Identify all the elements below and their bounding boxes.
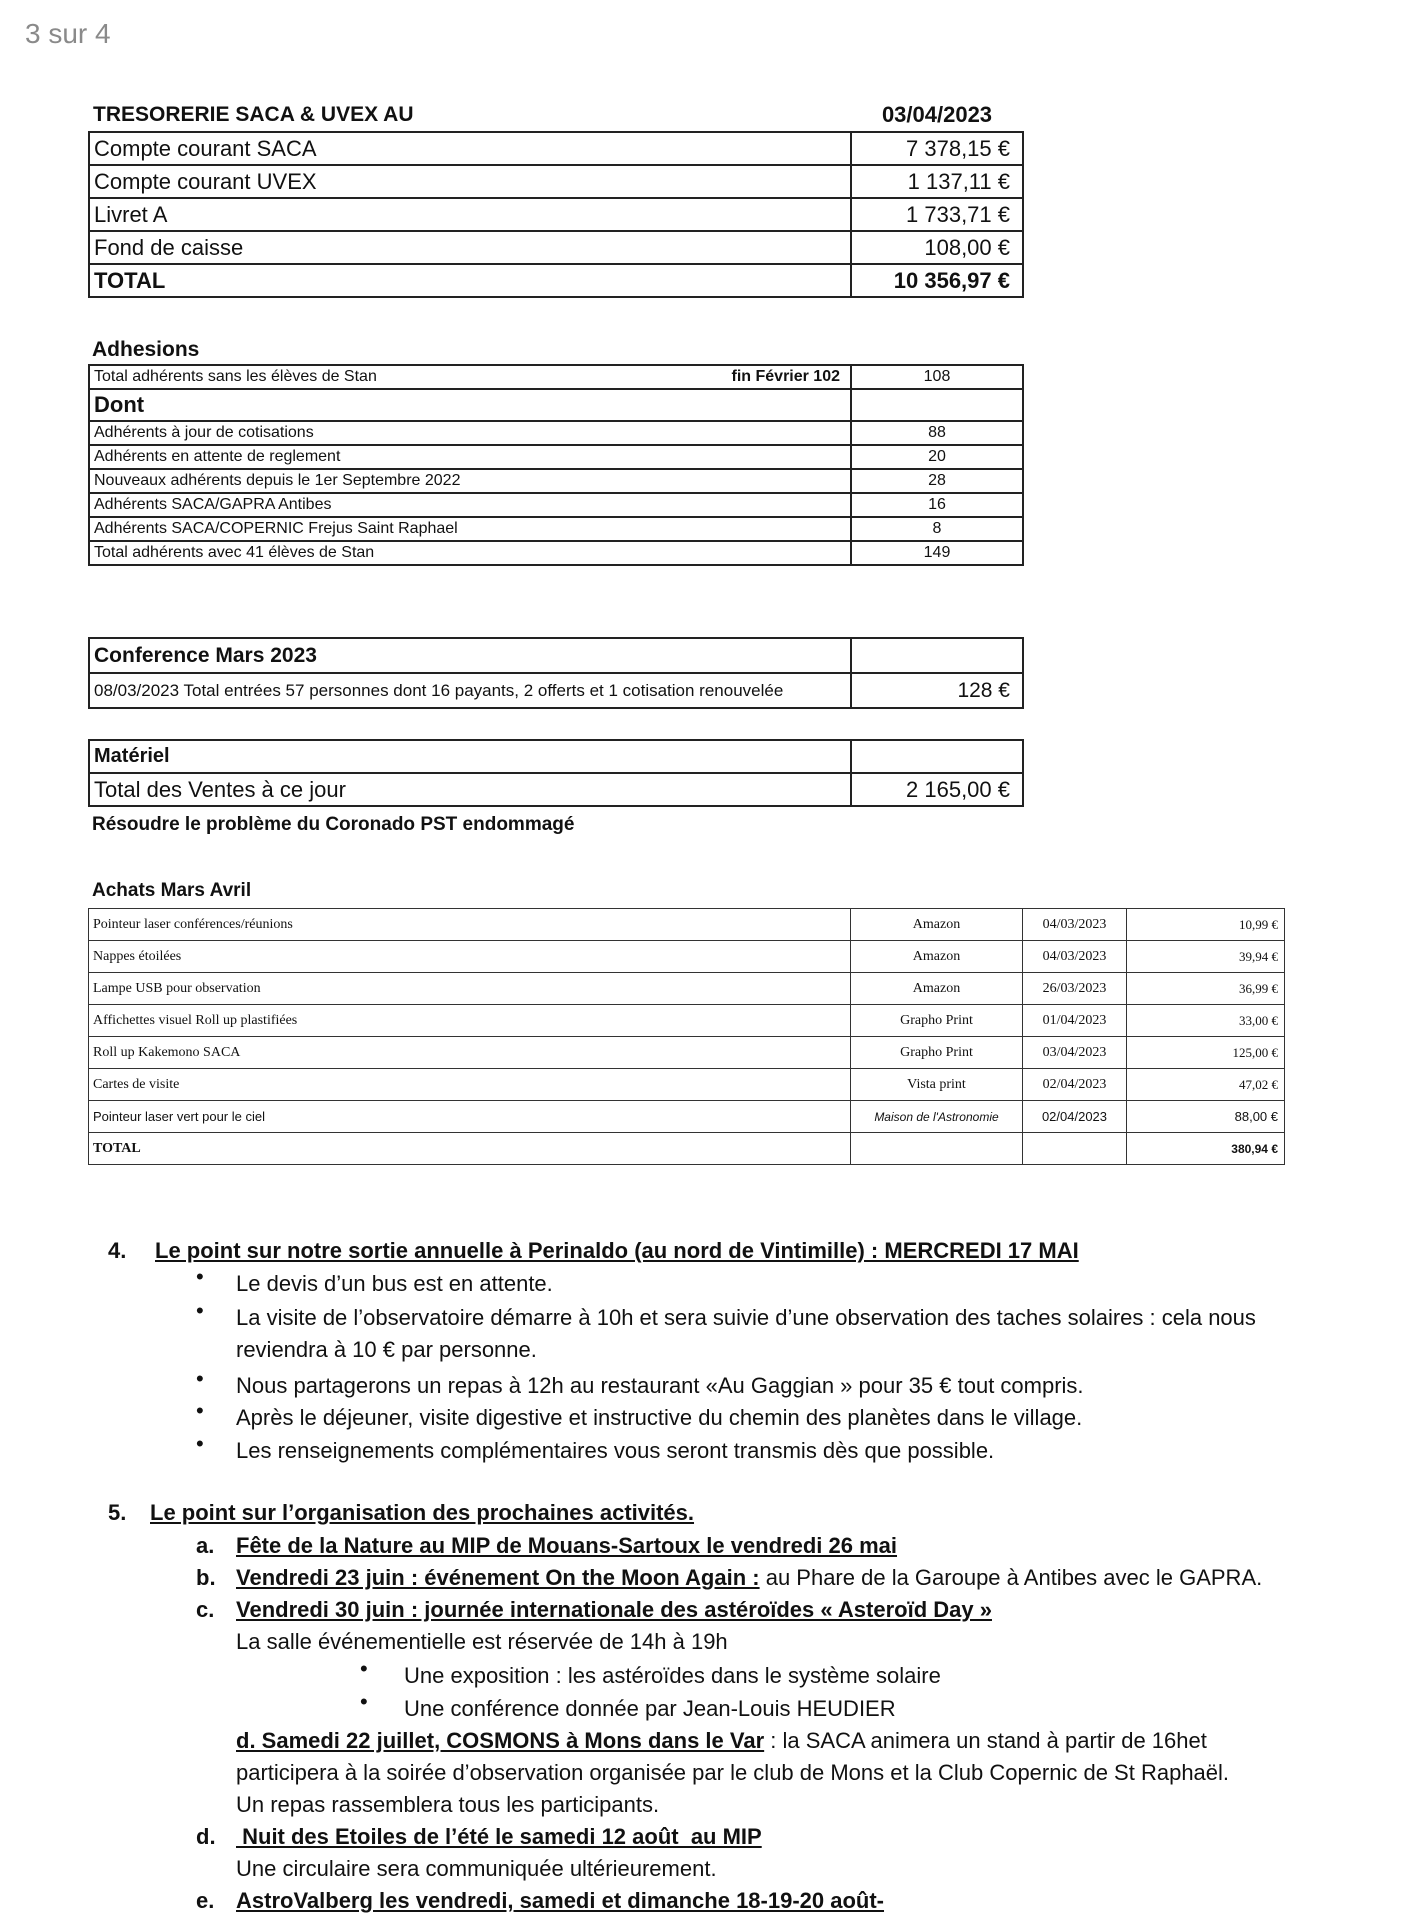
bullet-icon: • [196, 1298, 204, 1323]
section4-number: 4. [108, 1238, 127, 1263]
section4-bullet: Après le déjeuner, visite digestive et instructive du chemin des planètes dans le village. [236, 1405, 1083, 1430]
table-row [89, 1037, 1285, 1069]
adhesions-title: Adhesions [92, 338, 200, 361]
item-c-letter: c. [196, 1597, 215, 1622]
section5-title: Le point sur l’organisation des prochaines activités. [150, 1500, 695, 1525]
purchase-item: Pointeur laser vert pour le ciel [89, 1101, 851, 1133]
table-row [89, 1101, 1285, 1133]
item-c-title: Vendredi 30 juin : journée internationale des astéroïdes « Asteroïd Day » [236, 1597, 992, 1622]
section5-number: 5. [108, 1500, 127, 1525]
table-row [89, 740, 1023, 773]
table-row [89, 973, 1285, 1005]
purchase-item: Affichettes visuel Roll up plastifiées [89, 1005, 851, 1037]
purchase-vendor: Amazon [851, 909, 1023, 941]
purchase-date: 04/03/2023 [1023, 909, 1127, 941]
materiel-label: Total des Ventes à ce jour [89, 773, 851, 806]
row-label: Adhérents à jour de cotisations [89, 421, 851, 445]
row-label: Fond de caisse [89, 231, 851, 264]
bullet-icon: • [196, 1398, 204, 1423]
row-value: 7 378,15 € [851, 132, 1023, 165]
table-row [89, 198, 1023, 231]
materiel-table [88, 739, 1024, 807]
conference-title: Conference Mars 2023 [89, 638, 851, 673]
table-row [89, 773, 1023, 806]
item-a-title: Fête de la Nature au MIP de Mouans-Sartoux le vendredi 26 mai [236, 1533, 898, 1558]
item-c-bullet: Une conférence donnée par Jean-Louis HEUDIER [404, 1696, 896, 1721]
total-row [89, 264, 1023, 297]
row-value: 16 [851, 493, 1023, 517]
bullet-icon: • [360, 1689, 368, 1714]
row-label: Adhérents SACA/GAPRA Antibes [89, 493, 851, 517]
table-row [89, 673, 1023, 708]
row-note: fin Février 102 [731, 368, 840, 385]
purchase-item: Lampe USB pour observation [89, 973, 851, 1005]
row-label: Adhérents SACA/COPERNIC Frejus Saint Raphael [89, 517, 851, 541]
table-row [89, 165, 1023, 198]
purchase-item: Pointeur laser conférences/réunions [89, 909, 851, 941]
item-d1-line2: participera à la soirée d’observation organisée par le club de Mons et la Club Copernic de St Raphaël. [236, 1760, 1230, 1785]
purchase-vendor: Vista print [851, 1069, 1023, 1101]
row-label: Compte courant UVEX [89, 165, 851, 198]
purchase-amount: 88,00 € [1127, 1101, 1285, 1133]
purchase-vendor: Grapho Print [851, 1005, 1023, 1037]
materiel-title: Matériel [89, 740, 851, 773]
purchase-vendor: Grapho Print [851, 1037, 1023, 1069]
conference-detail: 08/03/2023 Total entrées 57 personnes dont 16 payants, 2 offerts et 1 cotisation renouvelée [89, 673, 851, 708]
tresorerie-title: TRESORERIE SACA & UVEX AU [93, 103, 414, 126]
total-label: TOTAL [89, 264, 851, 297]
section4-bullet: Nous partagerons un repas à 12h au restaurant «Au Gaggian » pour 35 € tout compris. [236, 1373, 1084, 1398]
total-value: 380,94 € [1127, 1133, 1285, 1165]
row-label: Nouveaux adhérents depuis le 1er Septembre 2022 [89, 469, 851, 493]
item-e-letter: e. [196, 1888, 215, 1913]
row-value: 1 733,71 € [851, 198, 1023, 231]
row-value: 108,00 € [851, 231, 1023, 264]
purchase-date: 26/03/2023 [1023, 973, 1127, 1005]
row-value: 88 [851, 421, 1023, 445]
table-row [89, 517, 1023, 541]
bullet-icon: • [196, 1264, 204, 1289]
row-value: 28 [851, 469, 1023, 493]
bullet-icon: • [196, 1431, 204, 1456]
achats-table [88, 908, 1285, 1165]
section4-bullet: Le devis d’un bus est en attente. [236, 1271, 553, 1296]
item-b-text: au Phare de la Garoupe à Antibes avec le GAPRA. [759, 1565, 1263, 1590]
table-row [89, 638, 1023, 673]
purchase-vendor: Maison de l'Astronomie [851, 1101, 1023, 1133]
table-row [89, 421, 1023, 445]
row-value: 20 [851, 445, 1023, 469]
table-row [89, 365, 1023, 389]
table-row [89, 941, 1285, 973]
row-value: 8 [851, 517, 1023, 541]
row-value: 1 137,11 € [851, 165, 1023, 198]
table-row [89, 909, 1285, 941]
page-indicator: 3 sur 4 [25, 18, 111, 49]
materiel-value: 2 165,00 € [851, 773, 1023, 806]
row-label: Total adhérents sans les élèves de Stan [94, 368, 377, 385]
item-d1-title: d. Samedi 22 juillet, COSMONS à Mons dans le Var [236, 1728, 765, 1753]
bullet-icon: • [360, 1656, 368, 1681]
achats-title: Achats Mars Avril [92, 880, 252, 901]
table-row [89, 541, 1023, 565]
item-b-letter: b. [196, 1565, 216, 1590]
item-d1-line3: Un repas rassemblera tous les participants. [236, 1792, 660, 1817]
table-row [89, 469, 1023, 493]
section4-bullet: La visite de l’observatoire démarre à 10h et sera suivie d’une observation des taches solaires : cela nous [236, 1305, 1256, 1330]
item-b [236, 1562, 1262, 1594]
section4-heading [108, 1235, 1079, 1267]
table-row [89, 389, 1023, 421]
item-d1-text: : la SACA animera un stand à partir de 16het [764, 1728, 1207, 1753]
purchase-date: 04/03/2023 [1023, 941, 1127, 973]
item-c-line: La salle événementielle est réservée de 14h à 19h [236, 1629, 728, 1654]
item-c-bullet: Une exposition : les astéroïdes dans le système solaire [404, 1663, 941, 1688]
table-row [89, 1069, 1285, 1101]
item-d2-letter: d. [196, 1824, 216, 1849]
conference-value: 128 € [851, 673, 1023, 708]
bullet-icon: • [196, 1366, 204, 1391]
purchase-amount: 36,99 € [1127, 973, 1285, 1005]
purchase-amount: 47,02 € [1127, 1069, 1285, 1101]
purchase-date: 01/04/2023 [1023, 1005, 1127, 1037]
tresorerie-table [88, 99, 1024, 298]
section5-heading [108, 1497, 695, 1529]
purchase-date: 02/04/2023 [1023, 1069, 1127, 1101]
item-b-title: Vendredi 23 juin : événement On the Moon Again : [236, 1565, 760, 1590]
table-row [89, 231, 1023, 264]
row-value: 149 [851, 541, 1023, 565]
row-label: Total adhérents avec 41 élèves de Stan [89, 541, 851, 565]
item-e-title: AstroValberg les vendredi, samedi et dimanche 18-19-20 août- [236, 1888, 885, 1913]
total-value: 10 356,97 € [851, 264, 1023, 297]
purchase-date: 03/04/2023 [1023, 1037, 1127, 1069]
total-row [89, 1133, 1285, 1165]
table-row [89, 445, 1023, 469]
purchase-amount: 10,99 € [1127, 909, 1285, 941]
purchase-vendor: Amazon [851, 941, 1023, 973]
total-label: TOTAL [89, 1133, 851, 1165]
table-row [89, 493, 1023, 517]
row-label: Compte courant SACA [89, 132, 851, 165]
purchase-amount: 125,00 € [1127, 1037, 1285, 1069]
row-label: Adhérents en attente de reglement [89, 445, 851, 469]
purchase-item: Nappes étoilées [89, 941, 851, 973]
item-d1 [236, 1725, 1207, 1757]
dont-label: Dont [89, 389, 851, 421]
item-d2-line: Une circulaire sera communiquée ultérieurement. [236, 1856, 717, 1881]
purchase-item: Cartes de visite [89, 1069, 851, 1101]
purchase-item: Roll up Kakemono SACA [89, 1037, 851, 1069]
materiel-note: Résoudre le problème du Coronado PST endommagé [92, 814, 575, 835]
conference-table [88, 637, 1024, 709]
table-row [89, 132, 1023, 165]
purchase-amount: 33,00 € [1127, 1005, 1285, 1037]
table-row [89, 1005, 1285, 1037]
purchase-amount: 39,94 € [1127, 941, 1285, 973]
section4-title: Le point sur notre sortie annuelle à Perinaldo (au nord de Vintimille) : MERCREDI 17 MAI [155, 1238, 1079, 1263]
tresorerie-date: 03/04/2023 [881, 102, 993, 127]
row-value: 108 [851, 365, 1023, 389]
purchase-date: 02/04/2023 [1023, 1101, 1127, 1133]
purchase-vendor: Amazon [851, 973, 1023, 1005]
adhesions-table [88, 364, 1024, 566]
item-a-letter: a. [196, 1533, 215, 1558]
section4-bullet-continued: reviendra à 10 € par personne. [236, 1337, 537, 1362]
row-label: Livret A [89, 198, 851, 231]
section4-bullet: Les renseignements complémentaires vous seront transmis dès que possible. [236, 1438, 995, 1463]
item-d2-title: Nuit des Etoiles de l’été le samedi 12 août au MIP [236, 1824, 762, 1849]
